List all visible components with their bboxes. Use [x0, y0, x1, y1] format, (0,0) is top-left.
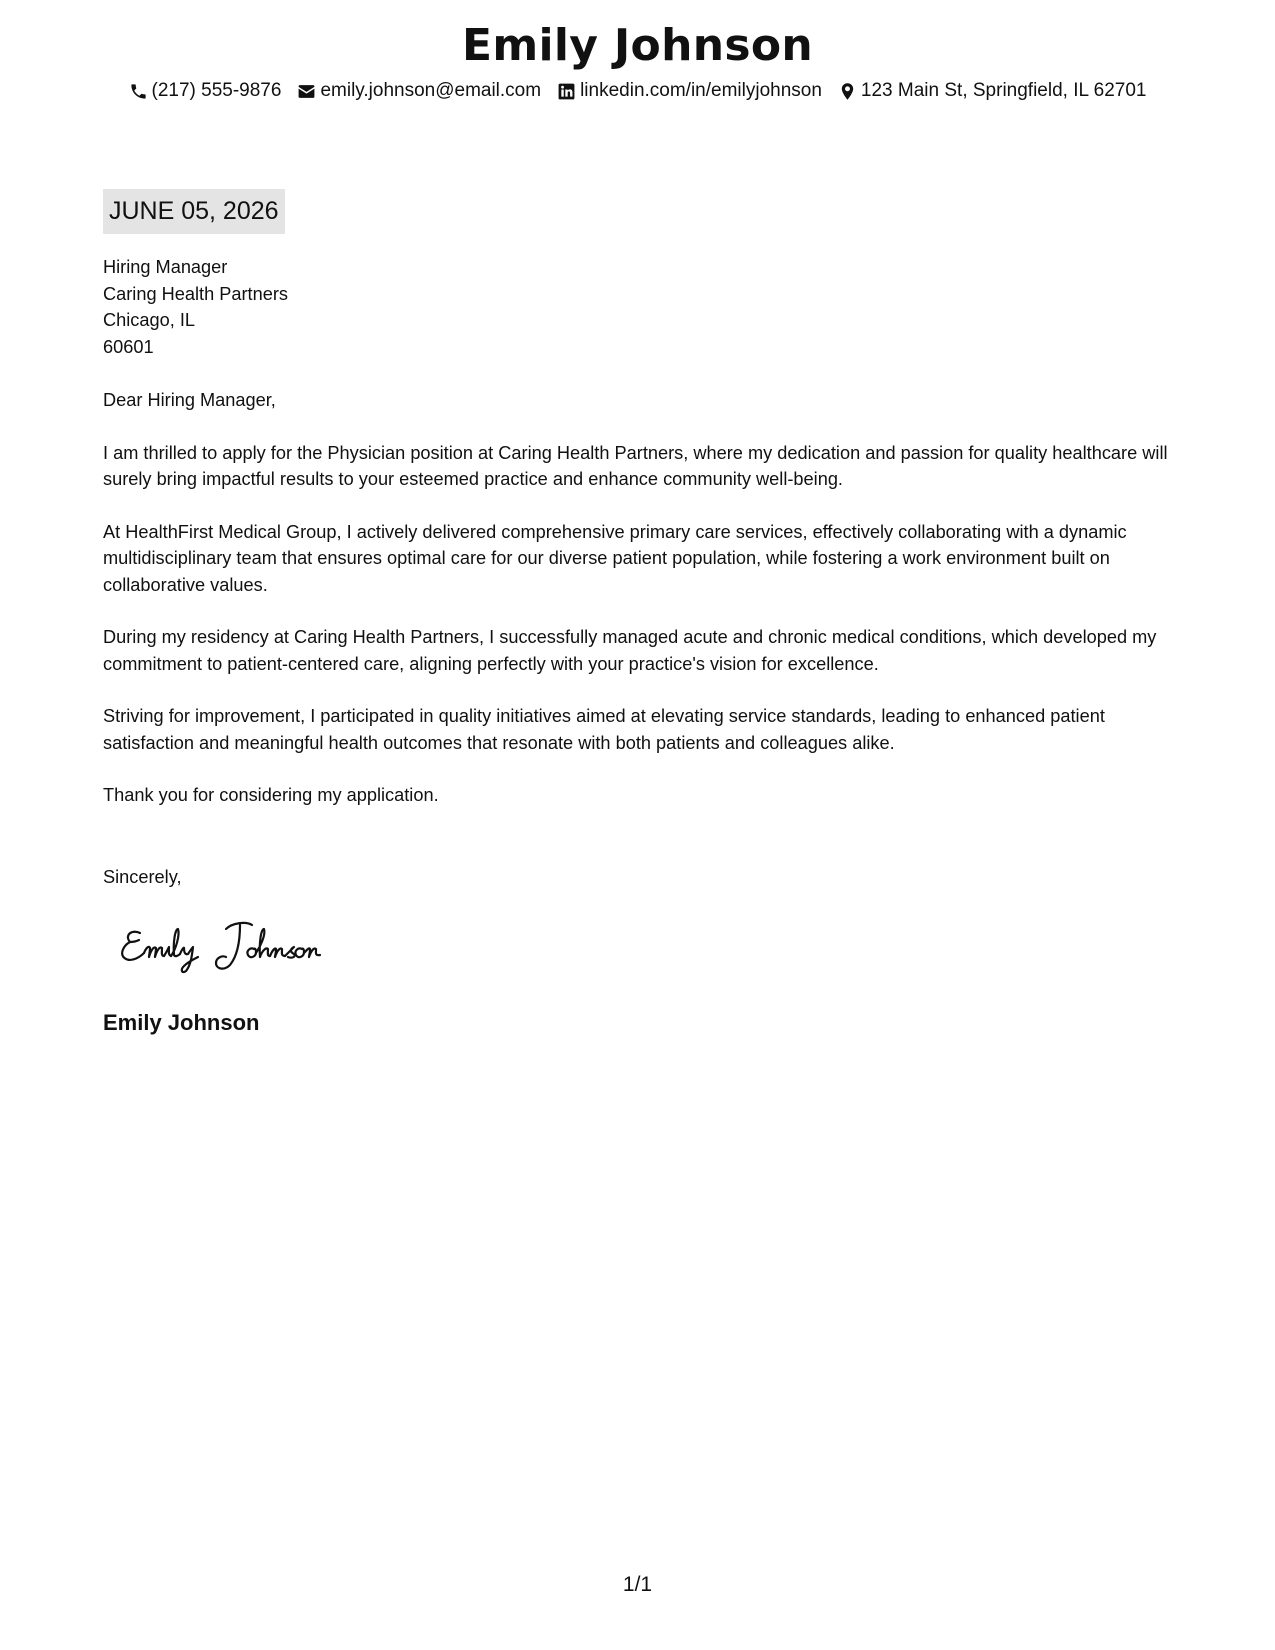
paragraph-intro: I am thrilled to apply for the Physician position at Caring Health Partners, where my dedication and passion for quality healthcare will surely bring impactful results to your esteemed practice and enhance community well-being.	[103, 442, 1168, 489]
contact-email	[297, 78, 541, 104]
handwritten-signature	[118, 915, 358, 975]
recipient-company: Caring Health Partners	[103, 283, 288, 304]
linkedin-icon	[557, 82, 580, 101]
envelope-icon	[297, 82, 320, 101]
contact-phone	[129, 78, 282, 104]
salutation: Dear Hiring Manager,	[103, 390, 276, 410]
linkedin-url[interactable]: linkedin.com/in/emilyjohnson	[580, 80, 822, 101]
signer-name: Emily Johnson	[103, 1010, 260, 1035]
phone-icon	[129, 82, 152, 101]
letter-date: JUNE 05, 2026	[103, 189, 285, 234]
phone-number: (217) 555-9876	[151, 80, 282, 101]
paragraph-thanks: Thank you for considering my application.	[103, 785, 439, 805]
paragraph-experience: At HealthFirst Medical Group, I actively delivered comprehensive primary care services, effectively collaborating with a dynamic multidisciplinary team that ensures optimal care for our diverse patient population, while fostering a work environment built on collaborative values.	[103, 521, 1127, 595]
street-address: 123 Main St, Springfield, IL 62701	[860, 80, 1147, 101]
letter-body	[103, 254, 1188, 809]
recipient-city-state: Chicago, IL	[103, 310, 196, 330]
closing-phrase: Sincerely,	[103, 867, 182, 887]
contact-linkedin	[557, 78, 822, 104]
recipient-title: Hiring Manager	[103, 257, 228, 277]
paragraph-residency: During my residency at Caring Health Partners, I successfully managed acute and chronic medical conditions, which developed my commitment to patient-centered care, aligning perfectly with your practice's vision for excellence.	[103, 627, 1157, 674]
map-marker-icon	[838, 82, 861, 101]
contact-address	[838, 78, 1147, 104]
contact-info-bar	[0, 78, 1275, 104]
email-address[interactable]: emily.johnson@email.com	[320, 80, 542, 101]
page-number: 1/1	[622, 1573, 653, 1596]
paragraph-improvement: Striving for improvement, I participated in quality initiatives aimed at elevating service standards, leading to enhanced patient satisfaction and meaningful health outcomes that resonate with both patients and colleagues alike.	[103, 706, 1105, 753]
recipient-zip: 60601	[103, 336, 154, 357]
signature-image	[118, 915, 358, 975]
recipient-block	[103, 254, 1188, 360]
applicant-name-title: Emily Johnson	[462, 20, 813, 71]
